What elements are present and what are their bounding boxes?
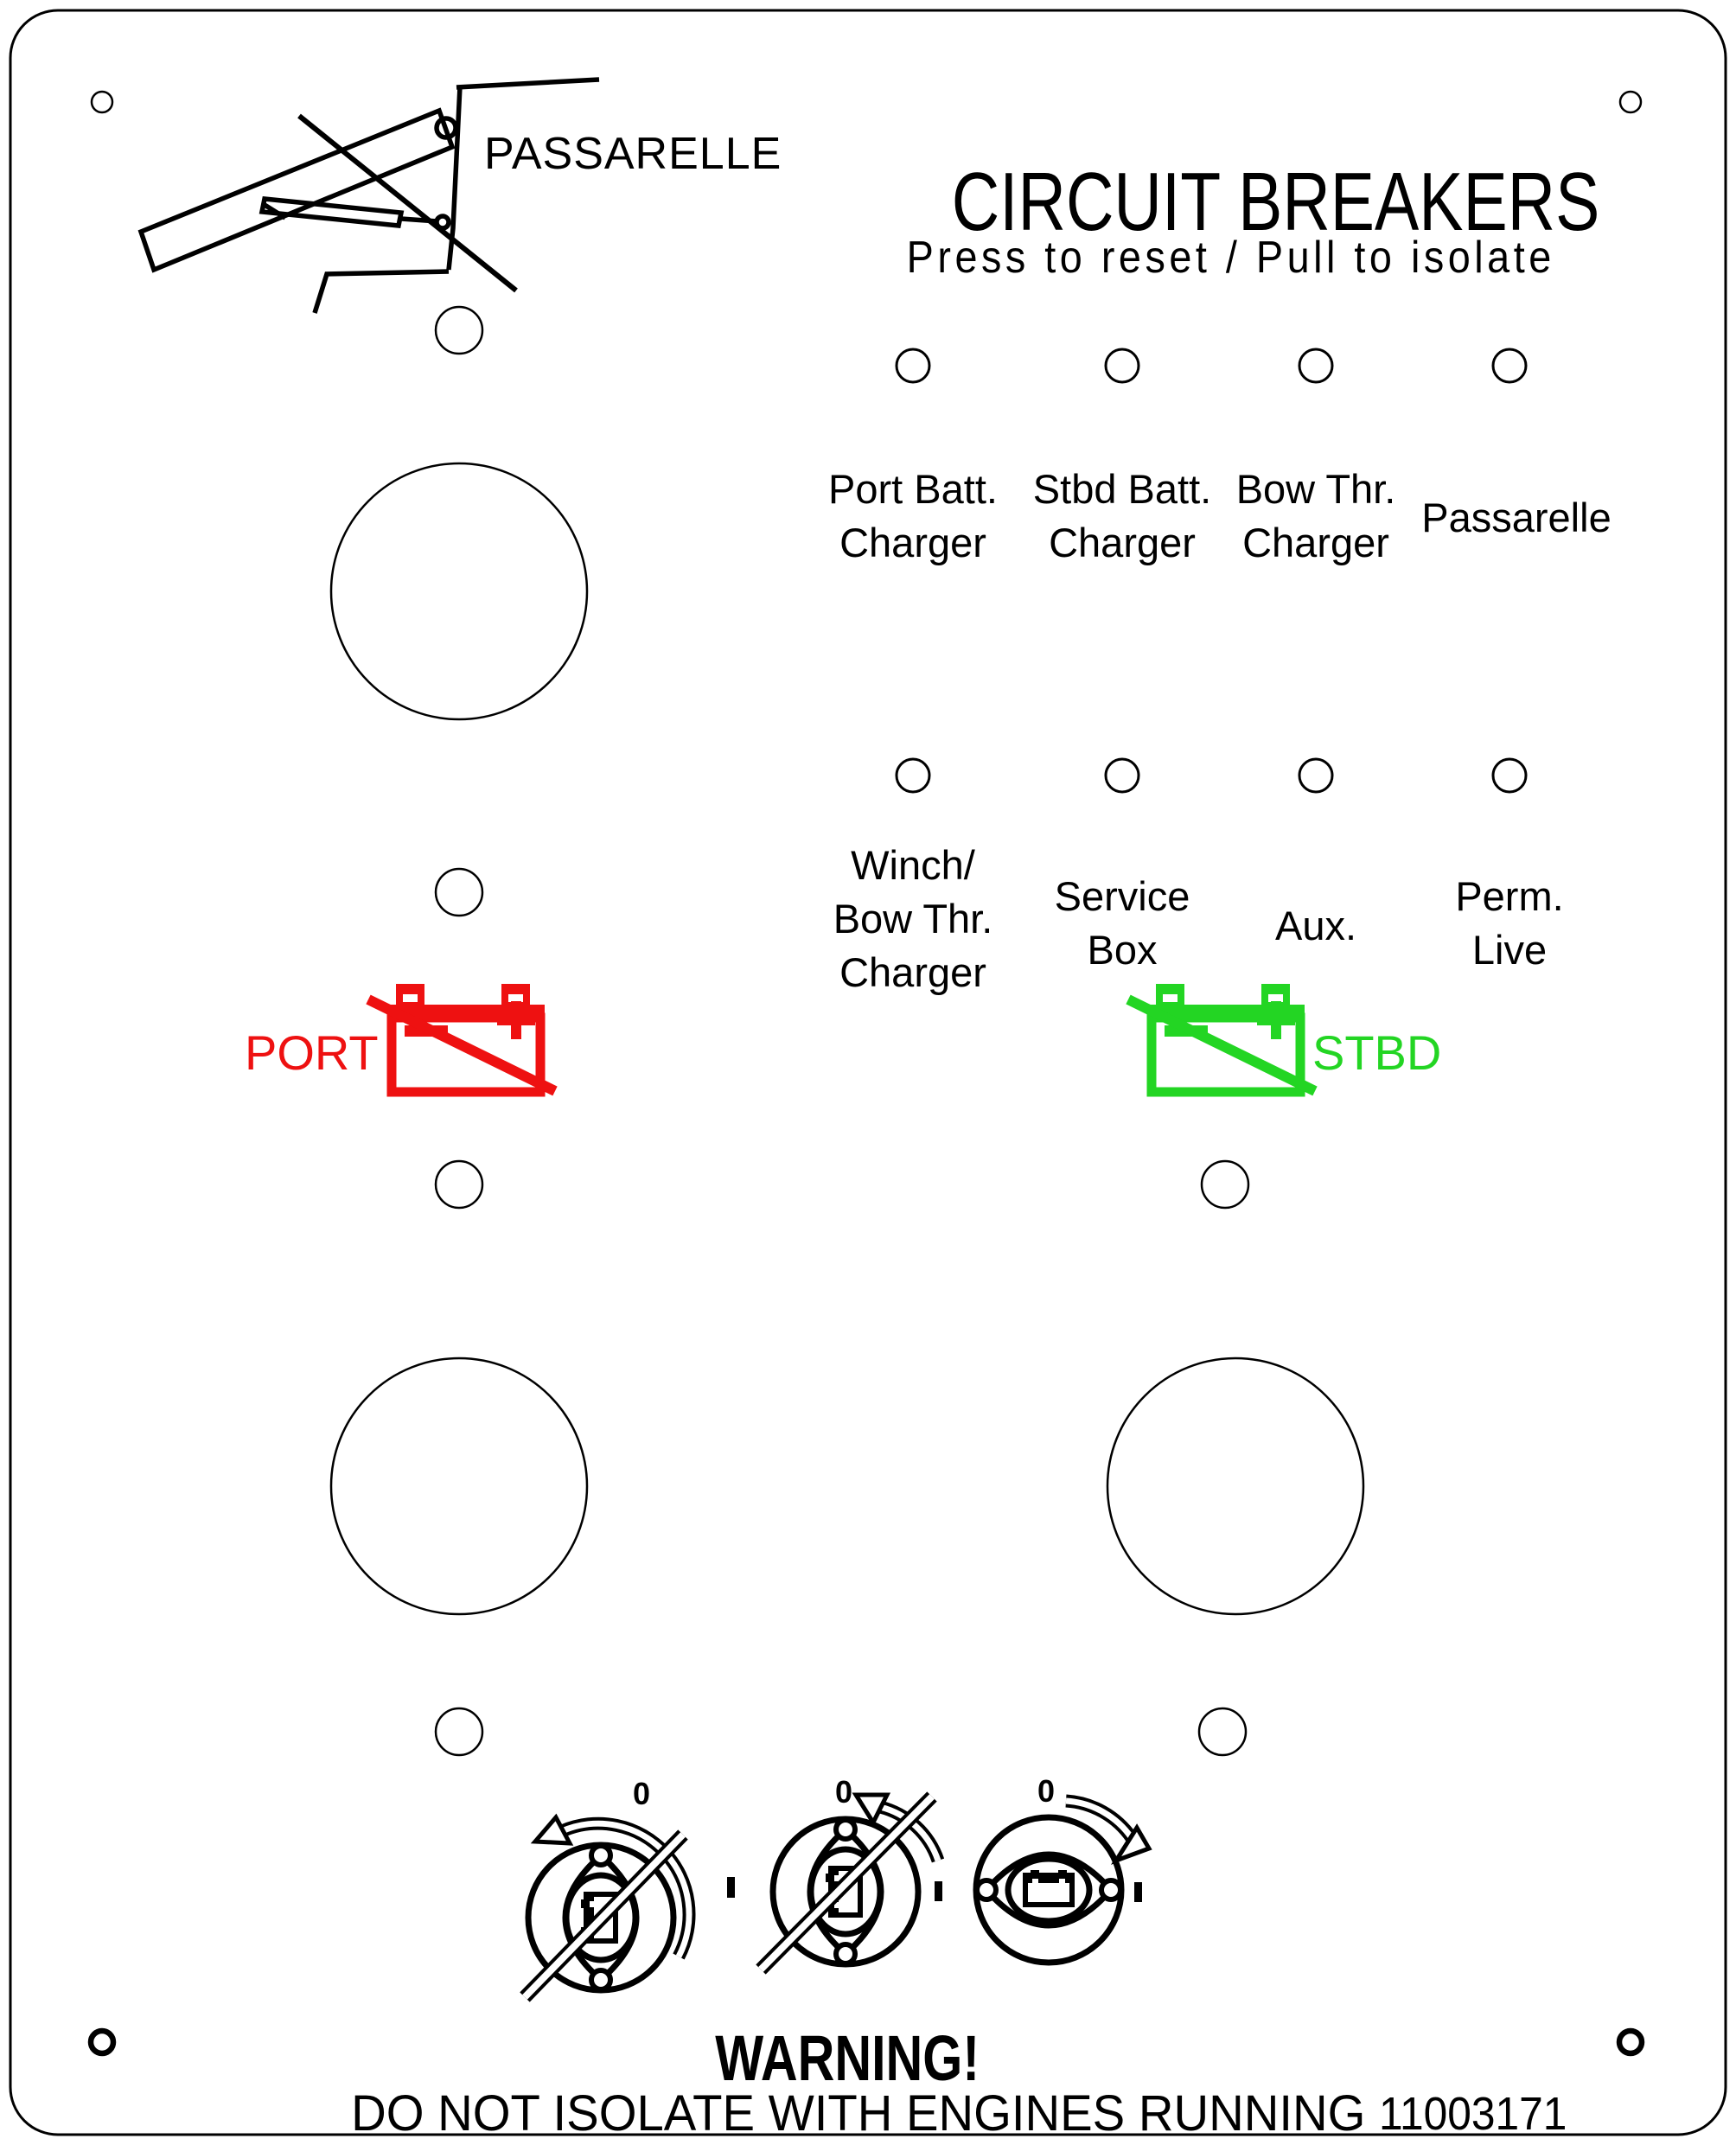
label-service-box: Service Box (1054, 873, 1190, 973)
panel-title-text: CIRCUIT BREAKERS (951, 156, 1600, 248)
label-aux: Aux. (1274, 903, 1357, 948)
breaker-hole-port-batt-charger (897, 349, 929, 382)
panel-hole (436, 307, 482, 354)
breaker-hole-stbd-batt-charger (1106, 349, 1139, 382)
off-mark-right: 0 (1037, 1773, 1056, 1809)
mounting-hole-top-left (92, 92, 112, 112)
port-label: PORT (245, 1025, 379, 1080)
mounting-hole-top-right (1620, 92, 1641, 112)
breaker-holes-row2 (897, 759, 1526, 792)
rotary-on-marks (727, 1877, 1142, 1902)
panel-hole (436, 869, 482, 916)
label-stbd-batt-charger: Stbd Batt. Charger (1032, 466, 1212, 565)
on-mark-middle (935, 1881, 942, 1901)
off-mark-left: 0 (632, 1776, 651, 1811)
panel-hole (1202, 1161, 1248, 1208)
breaker-hole-perm-live (1493, 759, 1526, 792)
passarelle-label: PASSARELLE (484, 129, 782, 179)
label-bow-thr-charger: Bow Thr. Charger (1235, 466, 1396, 565)
rotary-switch-on-icon (976, 1801, 1149, 1963)
rotary-switch-no-isolate-icon (761, 1795, 938, 1969)
label-winch-bow-thr-charger: Winch/ Bow Thr. Charger (833, 842, 993, 995)
panel-hole (436, 1708, 482, 1755)
breaker-hole-bow-thr-charger (1299, 349, 1332, 382)
on-mark-left (727, 1877, 735, 1898)
rotary-switch-off-icon (525, 1817, 689, 1997)
passarelle-icon (141, 80, 599, 313)
panel-subtitle-text: Press to reset / Pull to isolate (906, 233, 1555, 283)
panel-hole (436, 1161, 482, 1208)
port-battery-icon (368, 984, 555, 1092)
label-passarelle-breaker: Passarelle (1421, 495, 1612, 540)
breaker-hole-winch-bow-thr (897, 759, 929, 792)
stbd-battery-icon (1128, 984, 1315, 1092)
mounting-hole-bottom-right (1619, 2031, 1642, 2053)
panel-title (871, 156, 1600, 248)
off-mark-middle: 0 (834, 1774, 853, 1810)
warning-title: WARNING! (715, 2022, 980, 2094)
warning-text: DO NOT ISOLATE WITH ENGINES RUNNING (351, 2085, 1366, 2142)
breaker-holes-row1 (897, 349, 1526, 382)
panel-subtitle (871, 233, 1562, 283)
on-mark-right (1134, 1882, 1142, 1902)
breaker-hole-aux (1299, 759, 1332, 792)
panel-hole (1199, 1708, 1246, 1755)
part-number: 11003171 (1379, 2088, 1567, 2140)
label-perm-live: Perm. Live (1455, 873, 1564, 973)
mounting-hole-bottom-left (91, 2031, 113, 2053)
label-port-batt-charger: Port Batt. Charger (828, 466, 998, 565)
switch-hole-stbd (1107, 1358, 1363, 1614)
stbd-label: STBD (1312, 1025, 1442, 1080)
breaker-hole-service-box (1106, 759, 1139, 792)
switch-hole-port (331, 1358, 587, 1614)
breaker-hole-passarelle (1493, 349, 1526, 382)
switch-hole-top (331, 463, 587, 719)
